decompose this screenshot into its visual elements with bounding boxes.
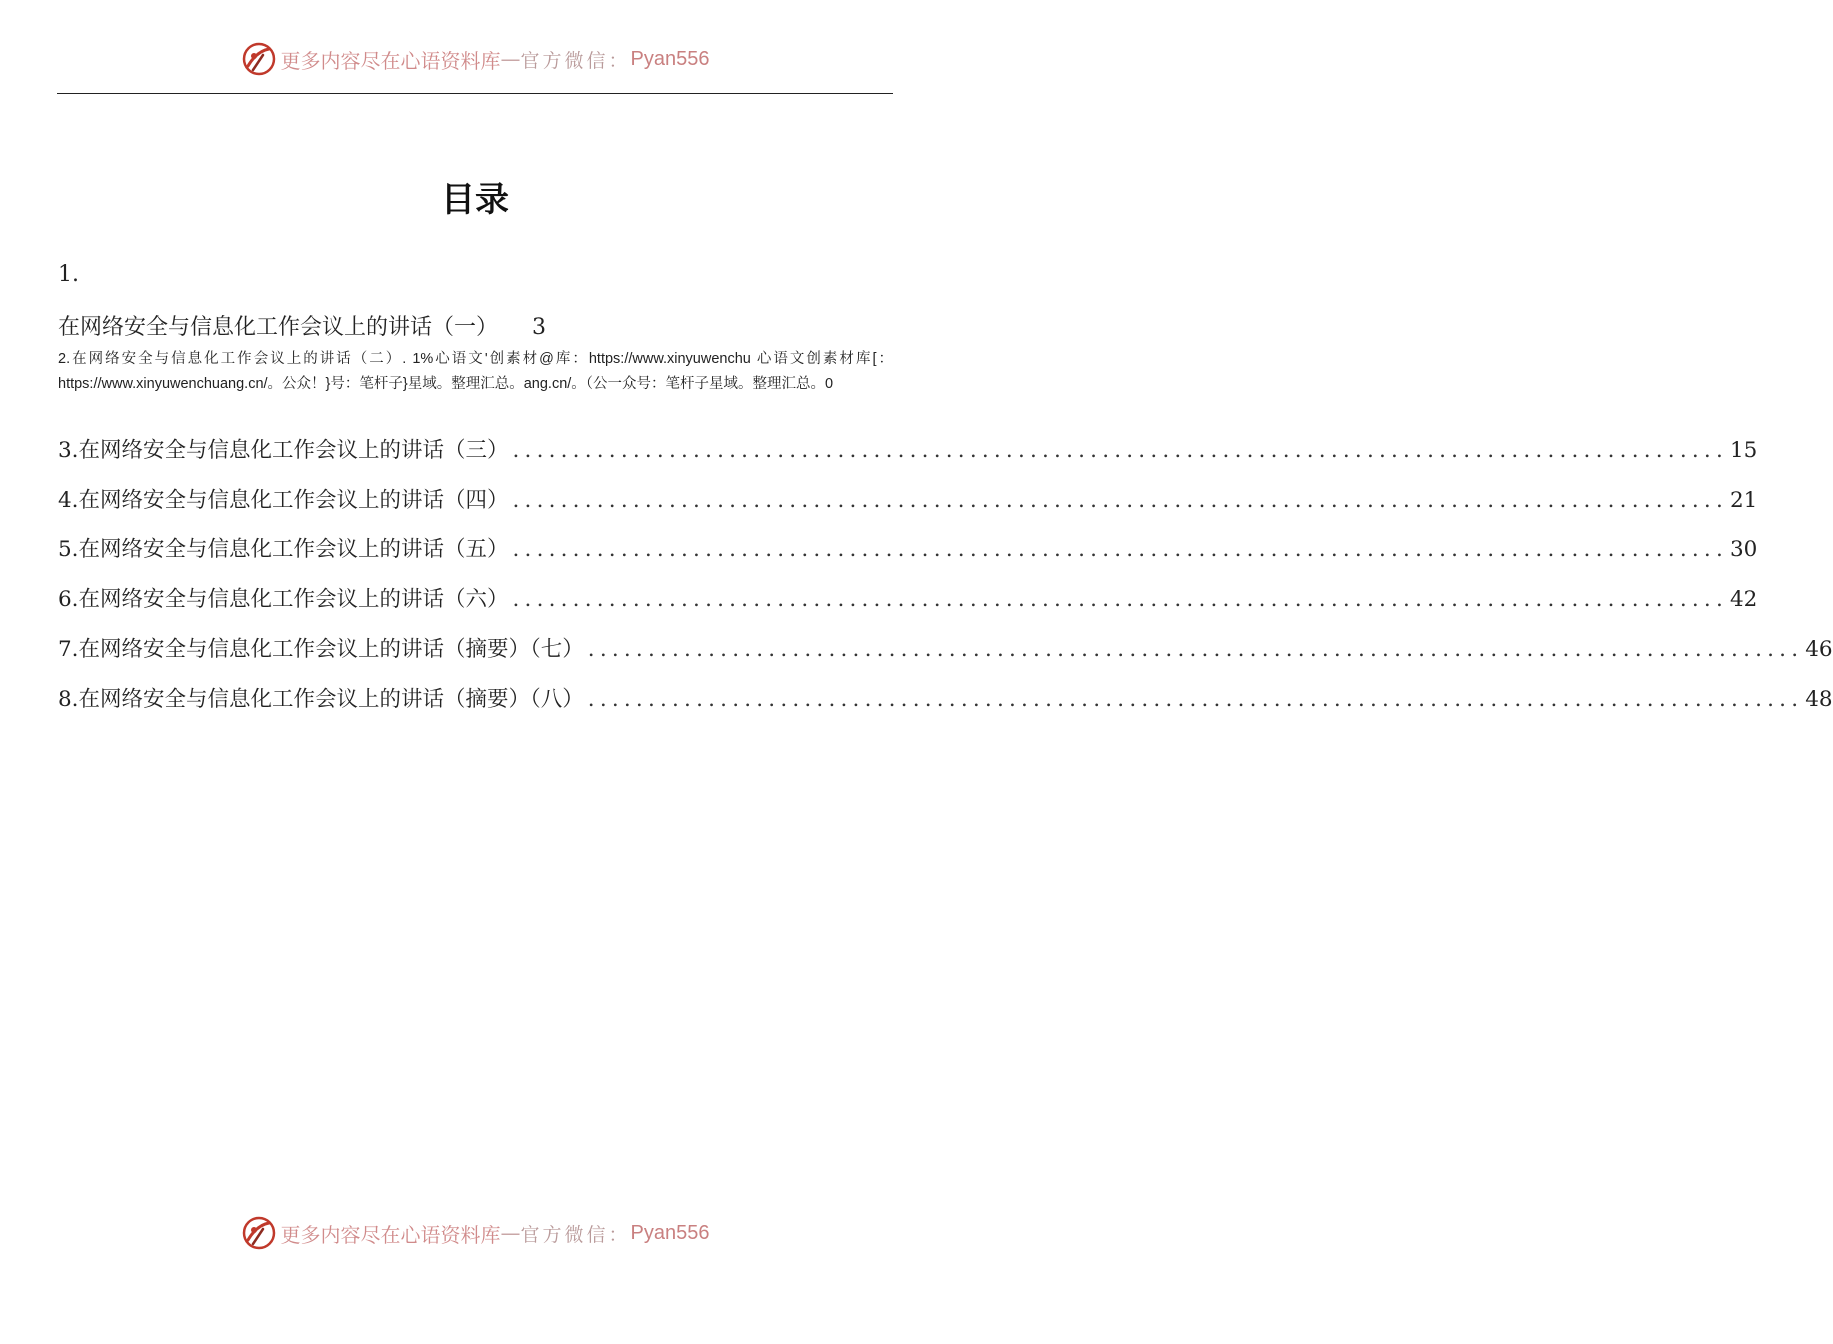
banner-wechat-id: Pyan556 <box>630 47 710 70</box>
toc-entry-text: 8.在网络安全与信息化工作会议上的讲话（摘要）（八） <box>58 687 584 712</box>
toc-entry-text: 6.在网络安全与信息化工作会议上的讲话（六） <box>58 587 509 612</box>
toc-leader-dots: ..................................................................................................... <box>512 488 1728 513</box>
banner-text: 更多内容尽在心语资料库 <box>280 48 501 73</box>
page-title: 目录 <box>441 180 509 220</box>
banner-wechat-label: 官方微信： <box>520 49 631 72</box>
toc-page-number: 48 <box>1805 687 1833 712</box>
logo-icon <box>241 41 277 77</box>
toc-page-number: 42 <box>1729 587 1758 612</box>
toc-entry-4[interactable] <box>58 483 1758 514</box>
toc-leader-dots: ..................................................................................................... <box>587 687 1804 712</box>
logo-icon <box>241 1215 277 1251</box>
header-banner <box>0 39 950 79</box>
toc-entry-text: 3.在网络安全与信息化工作会议上的讲话（三） <box>58 438 509 463</box>
toc-entry-2[interactable]: 2.在网络安全与信息化工作会议上的讲话（二）. 1%心语文'创素材@库：https://www.xinyuwenchu 心语文创素材库[：https://www.xinyuwenchuang.cn/。公众！}号：笔杆子}星域。整理汇总。ang.cn/。（公一众号：笔杆子星域。整理汇总。0 <box>58 351 893 392</box>
banner-wechat-id: Pyan556 <box>630 1221 710 1244</box>
toc-entry-3[interactable] <box>58 433 1758 464</box>
toc-entry-text: 7.在网络安全与信息化工作会议上的讲话（摘要）（七） <box>58 637 584 662</box>
banner-wechat-label: 官方微信： <box>520 1223 631 1246</box>
banner-separator: — <box>500 47 521 71</box>
toc-page-number: 46 <box>1805 637 1833 662</box>
toc-page-number: 30 <box>1729 537 1758 562</box>
toc-entry-8[interactable] <box>58 682 1833 713</box>
toc-entry-text: 4.在网络安全与信息化工作会议上的讲话（四） <box>58 488 509 513</box>
toc-entry-1-text: 在网络安全与信息化工作会议上的讲话（一） <box>58 315 499 340</box>
toc-entry-1-page: 3 <box>532 315 547 340</box>
toc-entry-5[interactable] <box>58 532 1758 563</box>
toc-entry-1[interactable] <box>58 310 893 341</box>
toc-entry-1-number: 1. <box>58 262 79 287</box>
toc-page-number: 15 <box>1729 438 1758 463</box>
banner-text: 更多内容尽在心语资料库 <box>280 1222 501 1247</box>
toc-entry-text: 5.在网络安全与信息化工作会议上的讲话（五） <box>58 537 509 562</box>
toc-page-number: 21 <box>1729 488 1758 513</box>
toc-leader-dots: ..................................................................................................... <box>512 438 1728 463</box>
toc-leader-dots: ..................................................................................................... <box>587 637 1804 662</box>
toc-entry-7[interactable] <box>58 632 1833 663</box>
header-divider <box>57 93 893 94</box>
toc-entry-6[interactable] <box>58 582 1758 613</box>
toc-leader-dots: ..................................................................................................... <box>512 587 1728 612</box>
toc-leader-dots: ..................................................................................................... <box>512 537 1728 562</box>
footer-banner <box>0 1213 950 1253</box>
banner-separator: — <box>500 1221 521 1245</box>
